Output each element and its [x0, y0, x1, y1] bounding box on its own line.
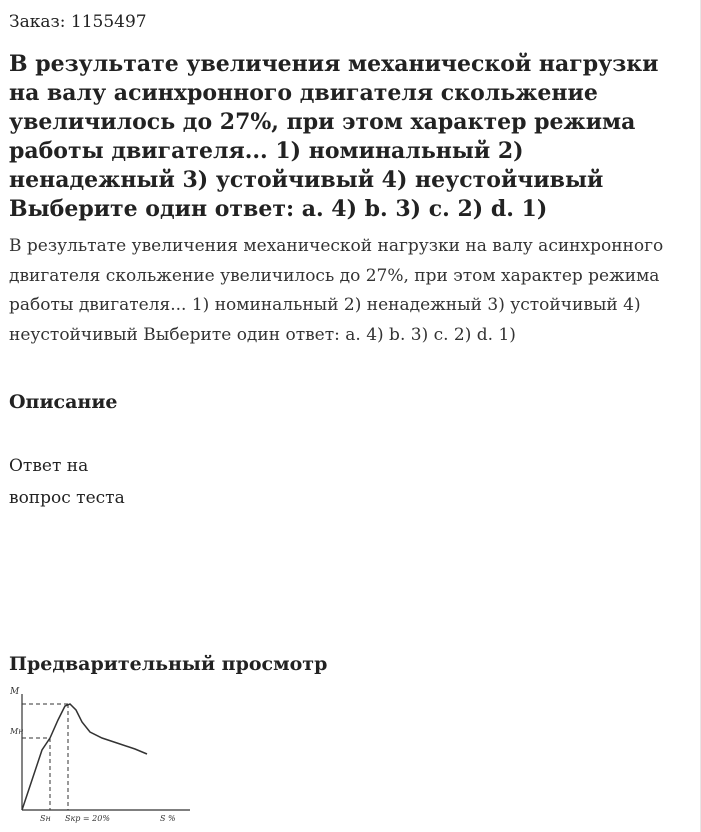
question-text: В результате увеличения механической нагрузки на валу асинхронного двигателя скольжение увеличилось до 27%, при этом характер режима работы двигателя... 1) номинальный 2) ненадежный 3) устойчивый 4) неустойчивый Выберите один ответ: a. 4) b. 3) c. 2) d. 1) — [9, 236, 664, 345]
description-line: Ответ на — [9, 456, 89, 476]
x-axis-label: S % — [160, 814, 176, 823]
nominal-slip-label: Sн — [40, 814, 51, 823]
order-number: Заказ: 1155497 — [9, 12, 147, 32]
description-text — [9, 450, 209, 514]
nominal-torque-label: Mн — [10, 727, 24, 736]
y-axis-label: M — [10, 687, 20, 697]
preview-heading: Предварительный просмотр — [9, 653, 328, 675]
torque-curve — [22, 704, 147, 810]
page-title: В результате увеличения механической нагрузки на валу асинхронного двигателя скольжение увеличилось до 27%, при этом характер режима работы двигателя... 1) номинальный 2) ненадежный 3) устойчивый 4) неустойчивый Выберите один ответ: a. 4) b. 3) c. 2) d. 1) — [9, 51, 659, 222]
critical-slip-label: Sкр = 20% — [65, 814, 110, 823]
torque-slip-graph — [10, 684, 200, 824]
preview-image — [10, 684, 200, 824]
description-heading: Описание — [9, 391, 118, 413]
description-line: вопрос теста — [9, 488, 125, 508]
